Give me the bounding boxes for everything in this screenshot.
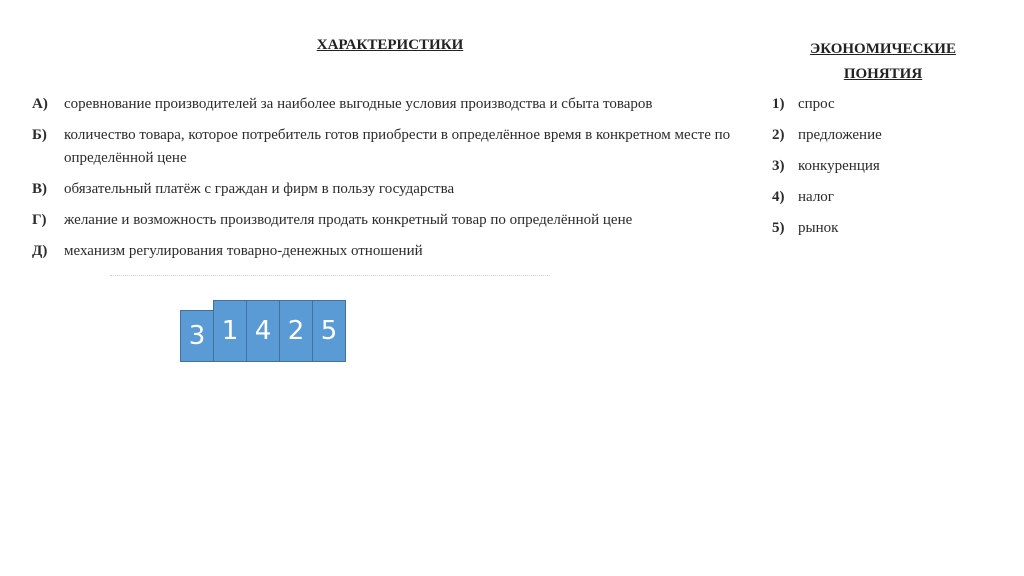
item-number: 4): [772, 189, 785, 205]
item-number: 1): [772, 96, 785, 112]
item-text: желание и возможность производителя продать конкретный товар по определённой цене: [64, 212, 633, 228]
list-item: [32, 93, 762, 116]
list-item: [32, 124, 762, 170]
characteristics-list: [32, 93, 762, 271]
list-item: [772, 155, 972, 178]
list-item: [32, 178, 762, 201]
list-item: [772, 186, 972, 209]
answer-cell[interactable]: 1: [213, 300, 247, 362]
item-label: Г): [32, 212, 47, 228]
answer-row: [180, 300, 346, 362]
item-label: А): [32, 96, 48, 112]
item-text: соревнование производителей за наиболее выгодные условия производства и сбыта товаров: [64, 96, 653, 112]
list-item: [772, 124, 972, 147]
concepts-heading: ЭКОНОМИЧЕСКИЕ ПОНЯТИЯ: [810, 41, 956, 82]
answer-cell[interactable]: 3: [180, 310, 214, 362]
item-number: 2): [772, 127, 785, 143]
item-text: количество товара, которое потребитель готов приобрести в определённое время в конкретном месте по определённой цене: [64, 127, 731, 166]
item-text: обязательный платёж с граждан и фирм в пользу государства: [64, 181, 455, 197]
item-text: рынок: [798, 220, 839, 236]
answer-cell[interactable]: 2: [279, 300, 313, 362]
item-text: предложение: [798, 127, 882, 143]
item-text: налог: [798, 189, 834, 205]
item-text: конкуренция: [798, 158, 880, 174]
item-label: Д): [32, 243, 48, 259]
divider: [110, 275, 550, 278]
list-item: [32, 240, 762, 263]
concepts-list: [772, 93, 972, 248]
item-label: В): [32, 181, 47, 197]
list-item: [32, 209, 762, 232]
item-number: 5): [772, 220, 785, 236]
list-item: [772, 217, 972, 240]
answer-cell[interactable]: 5: [312, 300, 346, 362]
characteristics-heading: ХАРАКТЕРИСТИКИ: [316, 37, 464, 53]
item-text: спрос: [798, 96, 835, 112]
item-label: Б): [32, 127, 47, 143]
answer-cell[interactable]: 4: [246, 300, 280, 362]
item-number: 3): [772, 158, 785, 174]
list-item: [772, 93, 972, 116]
item-text: механизм регулирования товарно-денежных отношений: [64, 243, 423, 259]
